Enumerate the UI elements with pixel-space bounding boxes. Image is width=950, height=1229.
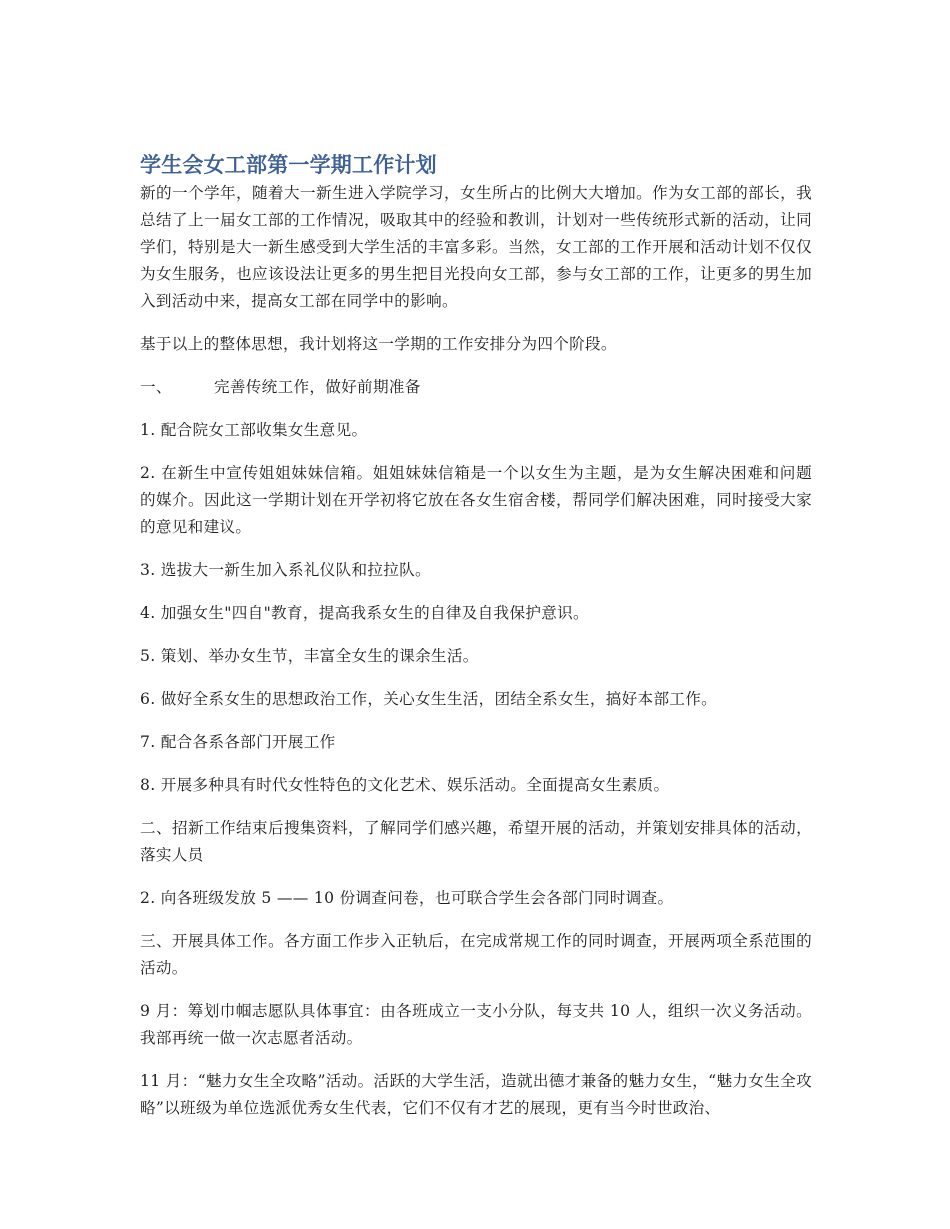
section-3-paragraph: 三、开展具体工作。各方面工作步入正轨后，在完成常规工作的同时调查，开展两项全系范围的活动。	[140, 932, 812, 977]
overview-paragraph: 基于以上的整体思想，我计划将这一学期的工作安排分为四个阶段。	[140, 335, 617, 353]
section-2-item: 2. 向各班级发放 5 —— 10 份调查问卷，也可联合学生会各部门同时调查。	[140, 889, 674, 907]
section-1-number: 一、	[140, 378, 172, 396]
list-item: 5. 策划、举办女生节，丰富全女生的课余生活。	[140, 647, 479, 665]
november-paragraph: 11 月：“魅力女生全攻略”活动。活跃的大学生活，造就出德才兼备的魅力女生，“魅力女生全攻略”以班级为单位选派优秀女生代表，它们不仅有才艺的展现，更有当今时世政治、	[140, 1072, 812, 1117]
list-item: 6. 做好全系女生的思想政治工作，关心女生生活，团结全系女生，搞好本部工作。	[140, 690, 718, 708]
list-item: 3. 选拔大一新生加入系礼仪队和拉拉队。	[140, 561, 431, 579]
september-paragraph: 9 月：筹划巾帼志愿队具体事宜：由各班成立一支小分队，每支共 10 人，组织一次义务活动。我部再统一做一次志愿者活动。	[140, 1002, 812, 1047]
document-body	[140, 151, 812, 1138]
section-2-paragraph: 二、招新工作结束后搜集资料，了解同学们感兴趣，希望开展的活动，并策划安排具体的活动，落实人员	[140, 819, 812, 864]
list-item: 7. 配合各系各部门开展工作	[140, 733, 336, 751]
list-item: 4. 加强女生"四自"教育，提高我系女生的自律及自我保护意识。	[140, 604, 589, 622]
list-item: 2. 在新生中宣传姐姐妹妹信箱。姐姐妹妹信箱是一个以女生为主题，是为女生解决困难和问题的媒介。因此这一学期计划在开学初将它放在各女生宿舍楼，帮同学们解决困难，同时接受大家的意见和建议。	[140, 464, 812, 536]
document-title: 学生会女工部第一学期工作计划	[140, 153, 437, 177]
section-1-title: 完善传统工作，做好前期准备	[214, 378, 421, 396]
list-item: 8. 开展多种具有时代女性特色的文化艺术、娱乐活动。全面提高女生素质。	[140, 776, 670, 794]
intro-paragraph: 新的一个学年，随着大一新生进入学院学习，女生所占的比例大大增加。作为女工部的部长，我总结了上一届女工部的工作情况，吸取其中的经验和教训，计划对一些传统形式新的活动，让同学们，特别是大一新生感受到大学生活的丰富多彩。当然，女工部的工作开展和活动计划不仅仅为女生服务，也应该设法让更多的男生把目光投向女工部，参与女工部的工作，让更多的男生加入到活动中来，提高女工部在同学中的影响。	[140, 184, 812, 310]
list-item: 1. 配合院女工部收集女生意见。	[140, 421, 368, 439]
section-1-heading	[140, 374, 812, 401]
